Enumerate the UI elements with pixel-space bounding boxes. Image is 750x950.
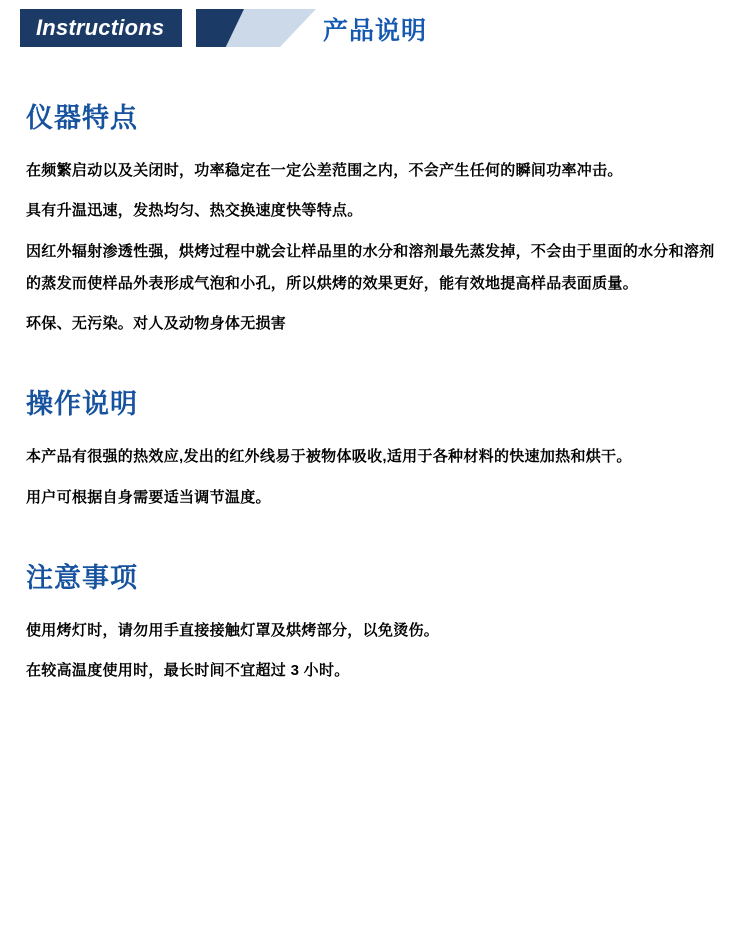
paragraph: 因红外辐射渗透性强，烘烤过程中就会让样品里的水分和溶剂最先蒸发掉，不会由于里面的水分和溶剂的蒸发而使样品外表形成气泡和小孔，所以烘烤的效果更好，能有效地提高样品表面质量。 — [26, 242, 715, 292]
section-heading-operation: 操作说明 — [26, 389, 138, 420]
page-header — [0, 0, 750, 58]
page-title: 产品说明 — [322, 17, 427, 45]
section-cautions — [26, 556, 724, 688]
paragraph: 在频繁启动以及关闭时，功率稳定在一定公差范围之内，不会产生任何的瞬间功率冲击。 — [26, 162, 623, 179]
instructions-tab-label: Instructions — [36, 15, 165, 40]
paragraph: 环保、无污染。对人及动物身体无损害 — [26, 315, 287, 332]
document-body — [0, 58, 750, 687]
section-features — [26, 96, 724, 340]
paragraph: 用户可根据自身需要适当调节温度。 — [26, 488, 271, 506]
paragraph: 本产品有很强的热效应,发出的红外线易于被物体吸收,适用于各种材料的快速加热和烘干。 — [26, 448, 632, 466]
section-operation — [26, 382, 724, 514]
section-heading-features: 仪器特点 — [26, 103, 138, 133]
paragraph: 在较高温度使用时，最长时间不宜超过 3 小时。 — [26, 662, 350, 679]
paragraph: 使用烤灯时，请勿用手直接接触灯罩及烘烤部分，以免烫伤。 — [26, 621, 440, 639]
section-heading-cautions: 注意事项 — [26, 562, 138, 593]
paragraph: 具有升温迅速，发热均匀、热交换速度快等特点。 — [26, 202, 363, 220]
